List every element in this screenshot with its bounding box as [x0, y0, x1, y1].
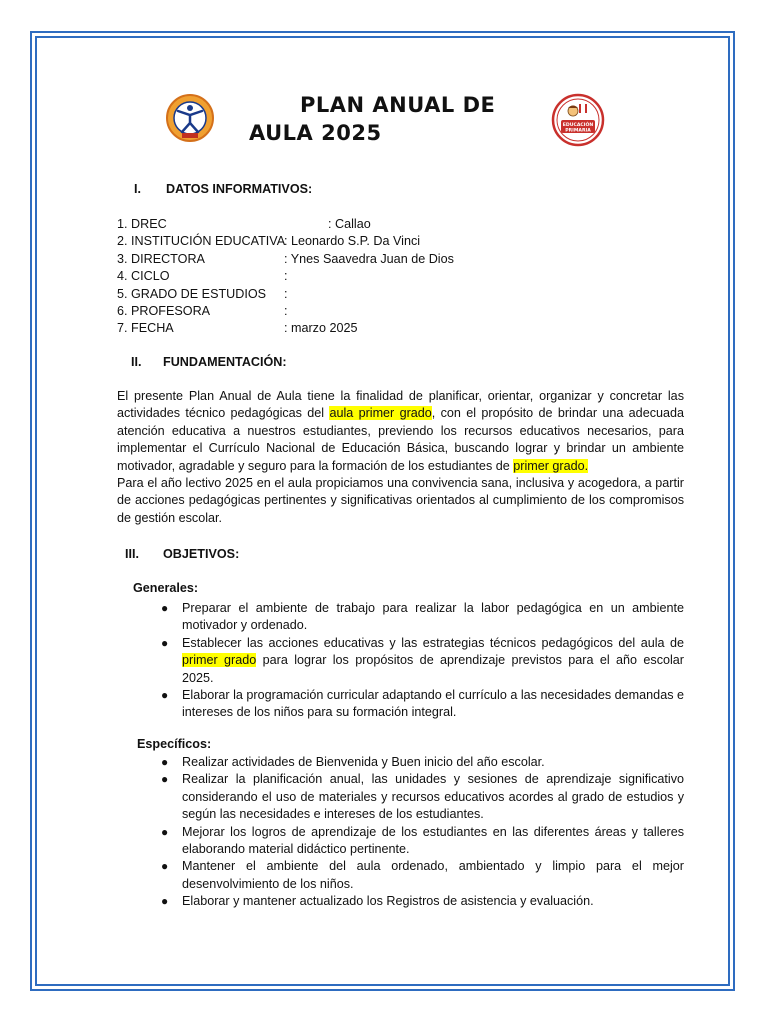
info-label: 7. FECHA — [117, 321, 174, 336]
bullet-icon: ● — [161, 824, 169, 839]
text-run: , con el propósito de brindar una adecuada atención educativa a nuestros estudiantes, previendo los recursos educativos necesarios, para implementar el Currículo Nacional de Educación Básica, buscando lograr y brindar un ambiente motivador, agradable y seguro para la formación de los estudiantes de — [117, 406, 685, 473]
bullet-icon: ● — [161, 688, 169, 703]
bullet-icon: ● — [161, 772, 169, 787]
school-crest-logo — [165, 93, 215, 143]
bullet-icon: ● — [161, 635, 169, 650]
section-2-heading — [131, 355, 287, 369]
section-3-heading — [125, 547, 239, 561]
list-item — [161, 635, 684, 687]
section-2-number: II. — [131, 355, 142, 369]
paragraph — [117, 388, 684, 475]
info-value: : marzo 2025 — [284, 321, 358, 336]
list-item-text: Preparar el ambiente de trabajo para realizar la labor pedagógica en un ambiente motivador y ordenado. — [182, 601, 684, 633]
svg-text:PRIMARIA: PRIMARIA — [565, 128, 591, 134]
bullet-icon: ● — [161, 601, 169, 615]
highlighted-text: aula primer grado — [329, 406, 432, 421]
section-2-title: FUNDAMENTACIÓN: — [163, 355, 287, 369]
especificos-list — [161, 754, 684, 911]
info-label: 3. DIRECTORA — [117, 251, 205, 266]
fundamentacion-text — [117, 388, 684, 527]
info-value: : Callao — [328, 217, 371, 231]
list-item-text: Realizar actividades de Bienvenida y Buen inicio del año escolar. — [182, 755, 545, 769]
section-1-heading — [134, 182, 312, 196]
svg-text:EDUCACIÓN: EDUCACIÓN — [562, 123, 594, 128]
highlighted-text: primer grado. — [513, 458, 589, 473]
paragraph: Para el año lectivo 2025 en el aula propiciamos una convivencia sana, inclusiva y acogedora, a partir de acciones pedagógicas pertinentes y significativas orientados al cumplimiento de los compromisos de gestión escolar. — [117, 476, 684, 525]
info-label: 2. INSTITUCIÓN EDUCATIVA — [117, 234, 286, 249]
list-item-text: Mantener el ambiente del aula ordenado, ambientado y limpio para el mejor desenvolvimiento de los niños. — [182, 859, 684, 891]
highlighted-text: primer grado — [182, 653, 257, 668]
especificos-label: Específicos: — [137, 737, 212, 751]
info-value: : Ynes Saavedra Juan de Dios — [284, 251, 454, 266]
list-item-text: para lograr los propósitos de aprendizaje previstos para el año escolar 2025. — [182, 653, 684, 685]
info-label: 5. GRADO DE ESTUDIOS — [117, 286, 267, 301]
info-value: : — [284, 303, 288, 318]
list-item-text: Elaborar y mantener actualizado los Registros de asistencia y evaluación. — [182, 894, 594, 909]
info-value: : — [284, 286, 288, 301]
bullet-icon: ● — [161, 859, 169, 874]
info-value: : Leonardo S.P. Da Vinci — [284, 234, 421, 249]
generales-label: Generales: — [133, 581, 199, 595]
list-item — [161, 771, 684, 823]
generales-list — [161, 600, 684, 722]
educacion-primaria-logo — [551, 93, 605, 147]
info-label: 1. DREC — [117, 217, 167, 231]
title-line-1: PLAN ANUAL DE — [300, 93, 496, 117]
list-item-text: Realizar la planificación anual, las unidades y sesiones de aprendizaje significativo considerando el uso de materiales y recursos educativos acordes al grado de estudios y según las necesidades e intereses de los estudiantes. — [182, 772, 684, 822]
list-item-text: Mejorar los logros de aprendizaje de los estudiantes en las diferentes áreas y talleres elaborando material didáctico pertinente. — [182, 824, 684, 857]
list-item-text: Establecer las acciones educativas y las estrategias técnicos pedagógicos del aula de — [182, 635, 684, 650]
list-item — [161, 687, 684, 722]
section-3-title: OBJETIVOS: — [163, 547, 240, 561]
section-1-number: I. — [134, 182, 141, 196]
bullet-icon: ● — [161, 755, 169, 769]
text-run: El presente Plan Anual de Aula tiene la finalidad de planificar, orientar, organizar y concretar las actividades técnico pedagógicas del — [117, 389, 684, 421]
bullet-icon: ● — [161, 894, 169, 909]
section-3-number: III. — [125, 547, 139, 561]
info-value: : — [284, 269, 288, 284]
list-item — [161, 600, 684, 635]
info-label: 6. PROFESORA — [117, 303, 211, 318]
section-1-title: DATOS INFORMATIVOS: — [166, 182, 313, 196]
list-item — [161, 824, 684, 859]
list-item — [161, 754, 684, 771]
title-line-2: AULA 2025 — [249, 121, 382, 145]
list-item — [161, 858, 684, 893]
list-item — [161, 893, 684, 910]
list-item-text: Elaborar la programación curricular adaptando el currículo a las necesidades demandas e intereses de los niños para su formación integral. — [182, 688, 684, 720]
info-label: 4. CICLO — [117, 269, 170, 284]
